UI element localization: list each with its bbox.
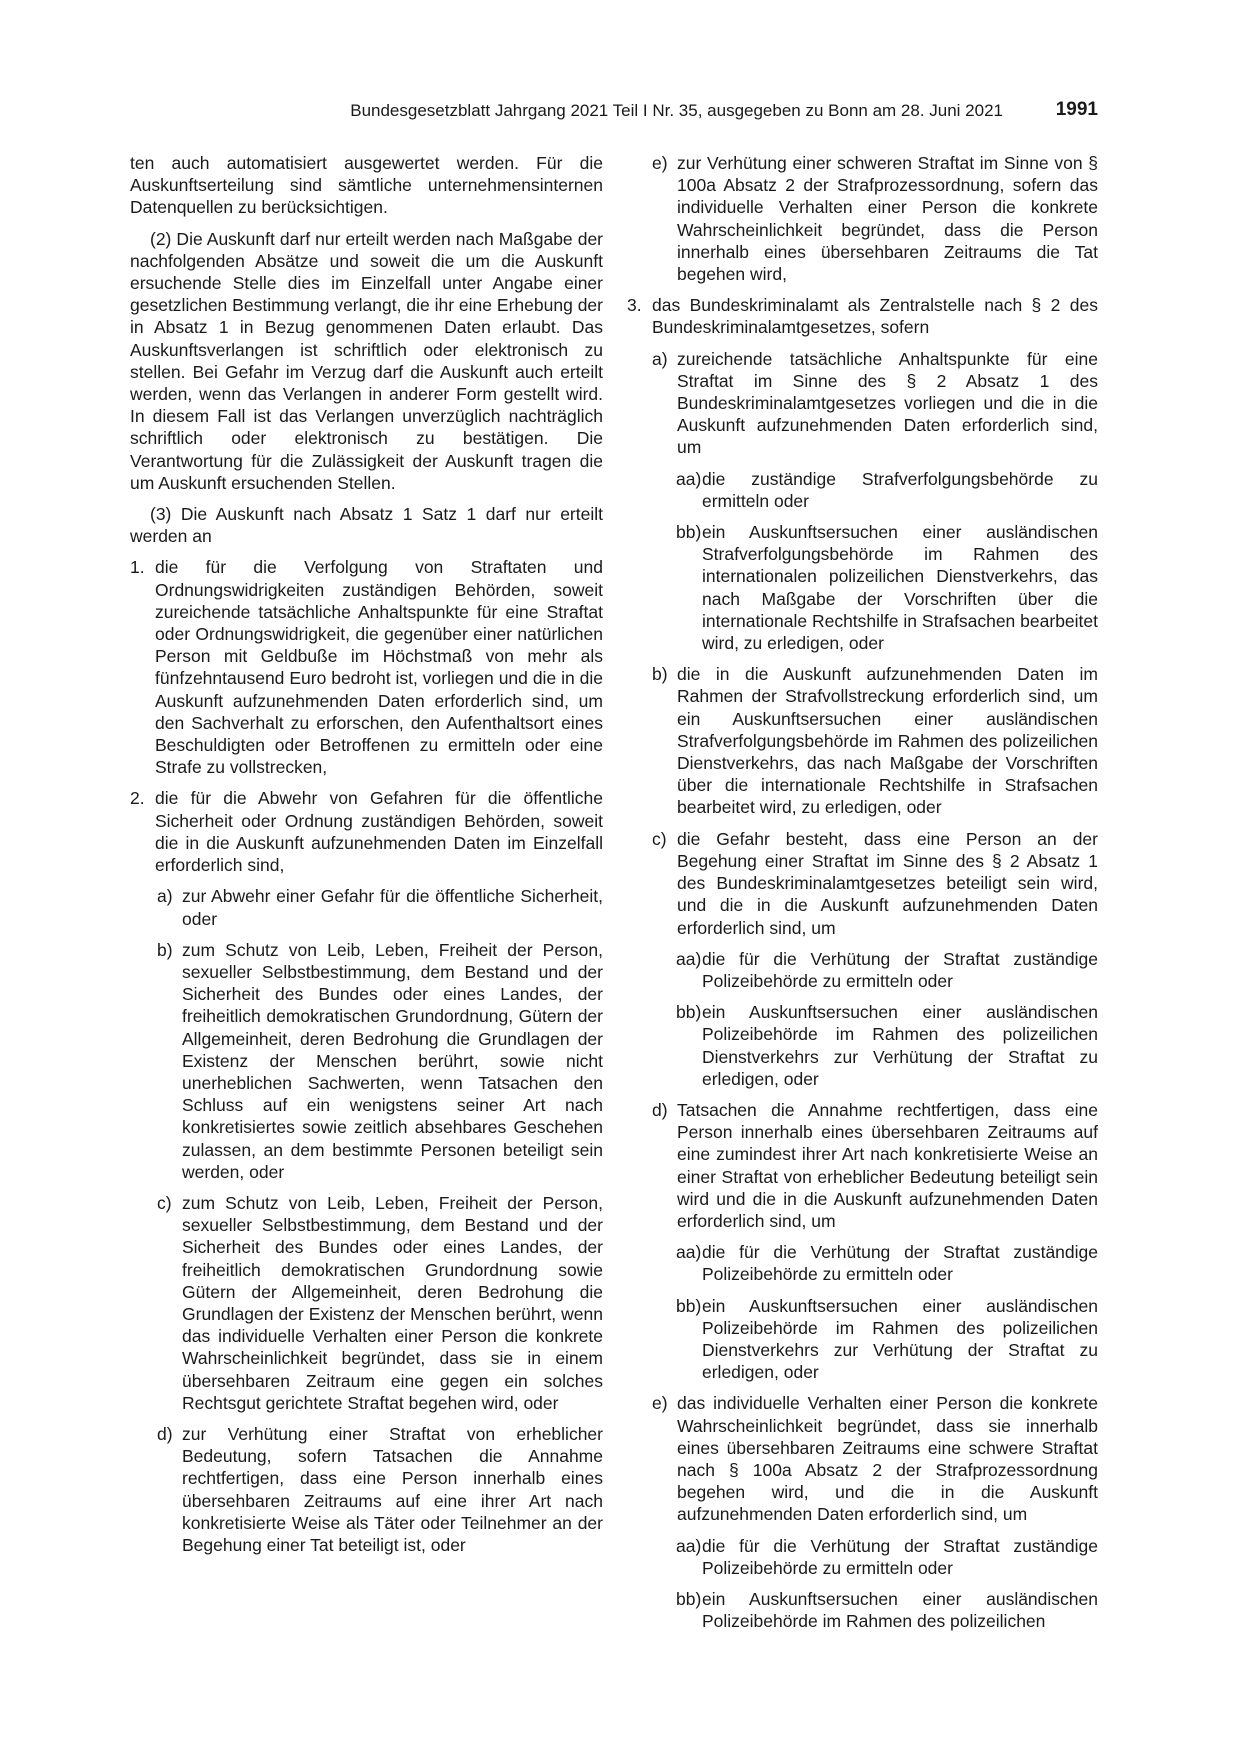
list-marker: e) (652, 153, 668, 173)
list-item-text: ein Auskunftsersuchen einer ausländischen Polizeibehörde im Rahmen des polizeilichen (702, 1588, 1098, 1632)
list-item-text: zum Schutz von Leib, Leben, Freiheit der Person, sexueller Selbstbestimmung, dem Bestand und der Sicherheit des Bundes oder eines Landes, der freiheitlich demokratischen Grundordnung sowie Gütern der Allgemeinheit, deren Bedrohung die Grundlagen der Existenz der Menschen berührt, wenn das individuelle Verhalten einer Person die konkrete Wahrscheinlichkeit begründet, dass sie in einem übersehbaren Zeitraum eine gegen ein solches Rechtsgut gerichtete Straftat begehen wird, oder (182, 1192, 603, 1413)
list-marker: b) (652, 664, 668, 685)
list-marker: a) (157, 886, 173, 907)
list-item-3d-aa (652, 1241, 1098, 1285)
list-item-3a (652, 348, 1098, 459)
list-marker: 3. (627, 295, 642, 316)
list-item-2e (652, 152, 1098, 285)
list-marker: bb) (676, 1002, 702, 1023)
list-item-3e-bb (652, 1588, 1098, 1632)
list-item-text: das Bundeskriminalamt als Zentralstelle nach § 2 des Bundeskriminalamtgesetzes, sofern (652, 295, 1098, 338)
list-item-text: die für die Abwehr von Gefahren für die öffentliche Sicherheit oder Ordnung zuständigen Behörden, soweit die in die Auskunft aufzunehmenden Daten im Einzelfall erforderlich sind, (155, 788, 603, 876)
list-item-text: zum Schutz von Leib, Leben, Freiheit der Person, sexueller Selbstbestimmung, dem Bestand und der Sicherheit des Bundes oder eines Landes, der freiheitlich demokratischen Grundordnung, Gütern der Allgemeinheit, deren Bedrohung die Grundlagen der Existenz der Menschen berührt, sowie nicht unerheblichen Sachwerten, wenn Tatsachen den Schluss auf ein wenigstens seiner Art nach konkretisiertes sowie zeitlich absehbares Geschehen zulassen, an dem bestimmte Personen beteiligt sein werden, oder (182, 939, 603, 1182)
list-item-text: die für die Verfolgung von Straftaten und Ordnungswidrigkeiten zuständigen Behörden, soweit zureichende tatsächliche Anhaltspunkte für eine Straftat oder Ordnungswidrigkeit, die gegenüber einer natürlichen Person mit Geldbuße im Höchstmaß von mehr als fünfzehntausend Euro bedroht ist, vorliegen und die in die Auskunft aufzunehmenden Daten erforderlich sind, um den Sachverhalt zu erforschen, den Aufenthaltsort eines Beschuldigten oder Betroffenen zu ermitteln oder eine Strafe zu vollstrecken, (155, 557, 603, 778)
header-title: Bundesgesetzblatt Jahrgang 2021 Teil I Nr. 35, ausgegeben zu Bonn am 28. Juni 2021 (350, 101, 1003, 120)
list-item-text: zur Verhütung einer schweren Straftat im Sinne von § 100a Absatz 2 der Strafprozessordnung, sofern das individuelle Verhalten einer Person die konkrete Wahrscheinlichkeit begründet, dass die Person innerhalb eines übersehbaren Zeitraums die Tat begehen wird, (677, 153, 1098, 285)
list-item-3e (652, 1392, 1098, 1525)
list-item-2a (130, 885, 603, 929)
list-item-3c (652, 828, 1098, 939)
page-header (130, 100, 1098, 126)
list-item-2b (130, 939, 603, 1183)
list-item-3 (627, 294, 1098, 338)
paragraph-2: (2) Die Auskunft darf nur erteilt werden nach Maßgabe der nachfolgenden Absätze und soweit die um die Auskunft ersuchende Stelle dies im Einzelfall unter Angabe einer gesetzlichen Bestimmung verlangt, die ihr eine Erhebung der in Absatz 1 in Bezug genommenen Daten erlaubt. Das Auskunftsverlangen ist schriftlich oder elektronisch zu stellen. Bei Gefahr im Verzug darf die Auskunft auch erteilt werden, wenn das Verlangen in anderer Form gestellt wird. In diesem Fall ist das Verlangen unverzüglich nachträglich schriftlich oder elektronisch zu bestätigen. Die Verantwortung für die Zulässigkeit der Auskunft tragen die um Auskunft ersuchenden Stellen. (130, 228, 603, 493)
list-item-3e-aa (652, 1535, 1098, 1579)
list-item-text: zur Verhütung einer Straftat von erheblicher Bedeutung, sofern Tatsachen die Annahme rechtfertigen, dass eine Person innerhalb eines übersehbaren Zeitraums auf eine ihrer Art nach konkretisierte Weise als Täter oder Teilnehmer an der Begehung einer Tat beteiligt ist, oder (182, 1423, 603, 1555)
list-marker: bb) (676, 1588, 702, 1609)
list-item-text: die für die Verhütung der Straftat zuständige Polizeibehörde zu ermitteln oder (702, 948, 1098, 991)
list-marker: a) (652, 348, 668, 369)
list-marker: aa) (676, 1242, 702, 1263)
page-number: 1991 (1055, 99, 1098, 120)
list-marker: bb) (676, 522, 702, 543)
list-item-3c-bb (652, 1001, 1098, 1090)
list-item-text: die für die Verhütung der Straftat zuständige Polizeibehörde zu ermitteln oder (702, 1535, 1098, 1578)
list-item-2c (130, 1192, 603, 1414)
list-item-2d (130, 1423, 603, 1556)
paragraph-3: (3) Die Auskunft nach Absatz 1 Satz 1 darf nur erteilt werden an (130, 504, 603, 547)
list-marker: aa) (676, 468, 702, 489)
list-marker: 2. (130, 788, 145, 809)
list-marker: aa) (676, 948, 702, 969)
list-marker: d) (652, 1099, 668, 1120)
list-marker: c) (652, 828, 667, 849)
list-marker: e) (652, 1393, 668, 1414)
list-item-text: die für die Verhütung der Straftat zuständige Polizeibehörde zu ermitteln oder (702, 1242, 1098, 1285)
list-item-1 (130, 556, 603, 778)
list-item-3a-bb (652, 521, 1098, 654)
list-marker: c) (157, 1192, 172, 1213)
list-marker: 1. (130, 557, 145, 578)
list-marker: b) (157, 939, 173, 960)
list-item-text: zur Abwehr einer Gefahr für die öffentliche Sicherheit, oder (182, 886, 603, 929)
left-column (130, 152, 603, 1565)
right-column (627, 152, 1098, 1641)
list-item-3d-bb (652, 1295, 1098, 1384)
list-item-text: die zuständige Strafverfolgungsbehörde zu ermitteln oder (702, 468, 1098, 511)
list-item-3c-aa (652, 948, 1098, 992)
list-item-text: ein Auskunftsersuchen einer ausländischen Polizeibehörde im Rahmen des polizeilichen Dienstverkehrs zur Verhütung der Straftat zu erledigen, oder (702, 1295, 1098, 1383)
list-item-3d (652, 1099, 1098, 1232)
list-item-text: Tatsachen die Annahme rechtfertigen, dass eine Person innerhalb eines übersehbaren Zeitraums auf eine zumindest ihrer Art nach konkretisierte Weise an einer Straftat von erheblicher Bedeutung beteiligt sein wird und die in die Auskunft aufzunehmenden Daten erforderlich sind, um (677, 1099, 1098, 1231)
list-marker: d) (157, 1423, 173, 1444)
list-item-text: die Gefahr besteht, dass eine Person an der Begehung einer Straftat im Sinne des § 2 Absatz 1 des Bundeskriminalamtgesetzes beteiligt sein wird, und die in die Auskunft aufzunehmenden Daten erforderlich sind, um (677, 828, 1098, 938)
list-item-3b (652, 663, 1098, 818)
list-item-2 (130, 787, 603, 876)
list-item-text: ein Auskunftsersuchen einer ausländischen Polizeibehörde im Rahmen des polizeilichen Dienstverkehrs zur Verhütung der Straftat zu erledigen, oder (702, 1002, 1098, 1089)
list-item-text: ein Auskunftsersuchen einer ausländischen Strafverfolgungsbehörde im Rahmen des internationalen polizeilichen Dienstverkehrs, das nach Maßgabe der Vorschriften über die internationale Rechtshilfe in Strafsachen bearbeitet wird, zu erledigen, oder (702, 522, 1098, 654)
list-marker: bb) (676, 1295, 702, 1316)
list-item-3a-aa (652, 468, 1098, 512)
list-item-text: zureichende tatsächliche Anhaltspunkte für eine Straftat im Sinne des § 2 Absatz 1 des Bundeskriminalamtgesetzes vorliegen und die in die Auskunft aufzunehmenden Daten erforderlich sind, um (677, 348, 1098, 458)
list-item-text: das individuelle Verhalten einer Person die konkrete Wahrscheinlichkeit begründet, dass sie innerhalb eines übersehbaren Zeitraums eine schwere Straftat nach § 100a Absatz 2 der Strafprozessordnung begehen wird, und die in die Auskunft aufzunehmenden Daten erforderlich sind, um (677, 1393, 1098, 1525)
list-marker: aa) (676, 1535, 702, 1556)
paragraph-continuation: ten auch automatisiert ausgewertet werden. Für die Auskunftserteilung sind sämtliche unternehmensinternen Datenquellen zu berücksichtigen. (130, 153, 603, 218)
list-item-text: die in die Auskunft aufzunehmenden Daten im Rahmen der Strafvollstreckung erforderlich sind, um ein Auskunftsersuchen einer ausländischen Strafverfolgungsbehörde im Rahmen des polizeilichen Dienstverkehrs, das nach Maßgabe der Vorschriften über die internationale Rechtshilfe in Strafsachen bearbeitet wird, zu erledigen, oder (677, 664, 1098, 818)
